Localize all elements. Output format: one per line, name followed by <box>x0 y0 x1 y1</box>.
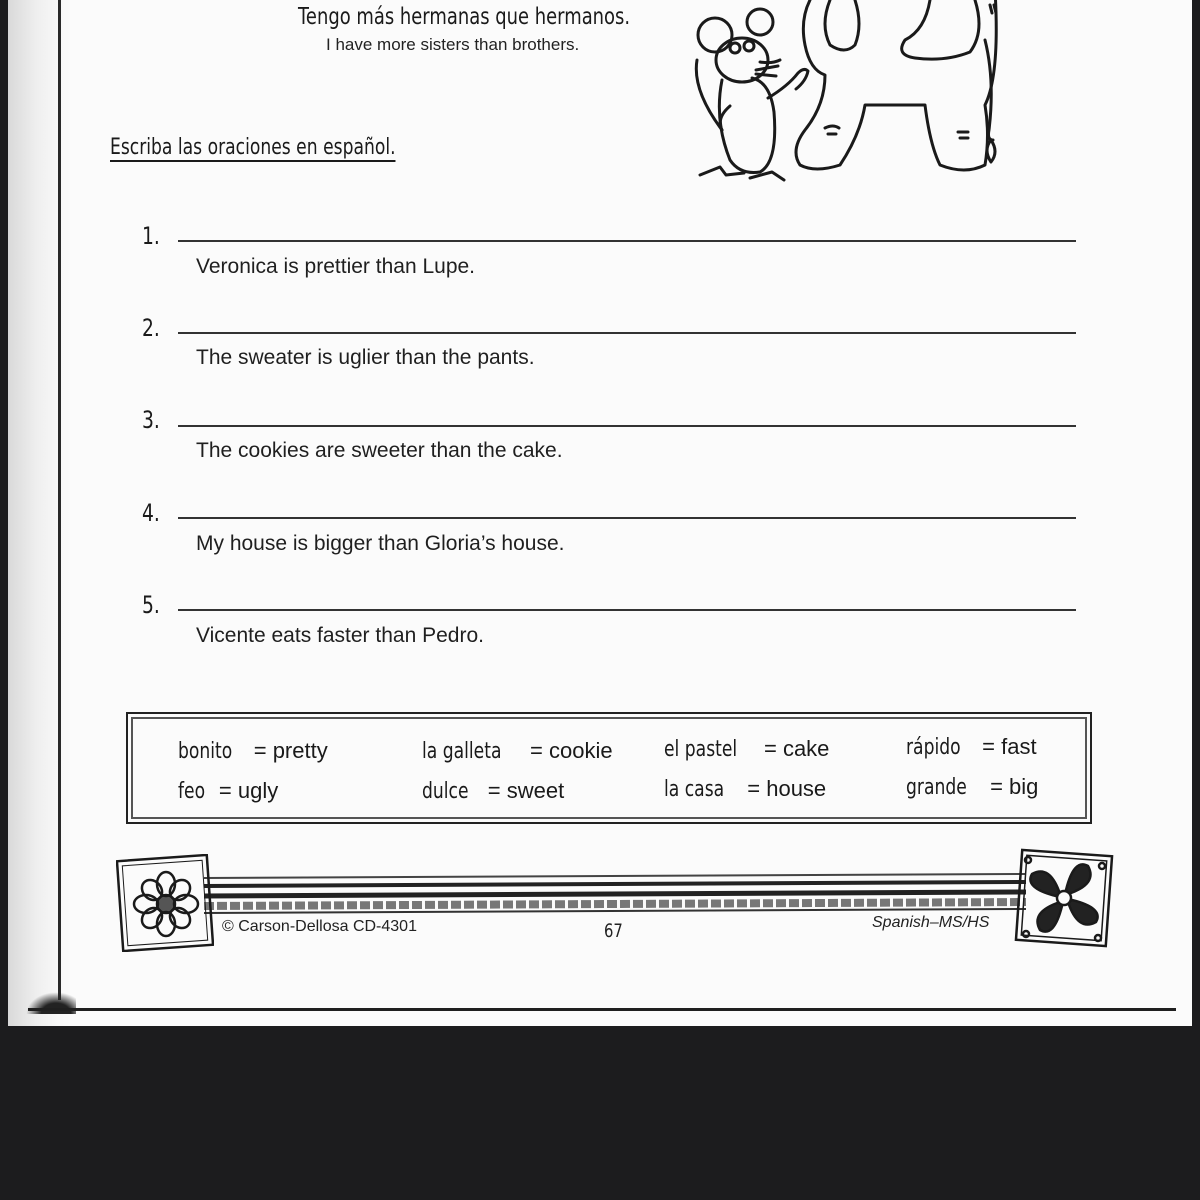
answer-line[interactable] <box>178 609 1076 611</box>
question-number: 4. <box>142 499 160 527</box>
vocab-entry: rápido = fast <box>906 734 1037 760</box>
elephant-icon <box>796 0 996 170</box>
answer-line[interactable] <box>178 240 1076 242</box>
question-prompt: The cookies are sweeter than the cake. <box>196 439 563 462</box>
answer-line[interactable] <box>178 425 1076 427</box>
page-bottom-rule <box>28 1008 1176 1011</box>
footer-page-number: 67 <box>604 920 623 942</box>
question-number: 3. <box>142 406 160 434</box>
question-number: 1. <box>142 222 160 250</box>
spine-line <box>58 0 61 1000</box>
vocab-entry: la casa = house <box>664 776 827 802</box>
vocab-entry: grande = big <box>906 774 1039 800</box>
answer-line[interactable] <box>178 332 1076 334</box>
question-prompt: Veronica is prettier than Lupe. <box>196 255 476 278</box>
example-sentence-english: I have more sisters than brothers. <box>326 35 580 54</box>
vocab-entry: dulce = sweet <box>422 778 565 804</box>
mouse-and-elephant-icon <box>660 0 1080 200</box>
mouse-icon <box>696 9 808 180</box>
propeller-tile-icon <box>1014 848 1114 948</box>
worksheet-page <box>8 0 1192 1026</box>
question-prompt: The sweater is uglier than the pants. <box>196 346 535 369</box>
vocab-entry: el pastel = cake <box>664 736 830 762</box>
question-prompt: Vicente eats faster than Pedro. <box>196 624 484 647</box>
question-prompt: My house is bigger than Gloria’s house. <box>196 532 565 555</box>
instruction-heading: Escriba las oraciones en español. <box>110 135 396 160</box>
flower-tile-icon <box>116 854 214 952</box>
answer-line[interactable] <box>178 517 1076 519</box>
vocab-entry: bonito = pretty <box>178 738 328 764</box>
footer-series: Spanish–MS/HS <box>872 914 990 931</box>
footer-copyright: © Carson-Dellosa CD-4301 <box>222 918 417 935</box>
footer-border <box>204 872 1026 916</box>
question-number: 2. <box>142 314 160 342</box>
example-sentence-spanish: Tengo más hermanas que hermanos. <box>298 4 631 30</box>
vocabulary-box <box>126 712 1092 824</box>
vocab-entry: la galleta = cookie <box>422 738 613 764</box>
vocab-entry: feo = ugly <box>178 778 279 804</box>
question-number: 5. <box>142 591 160 619</box>
